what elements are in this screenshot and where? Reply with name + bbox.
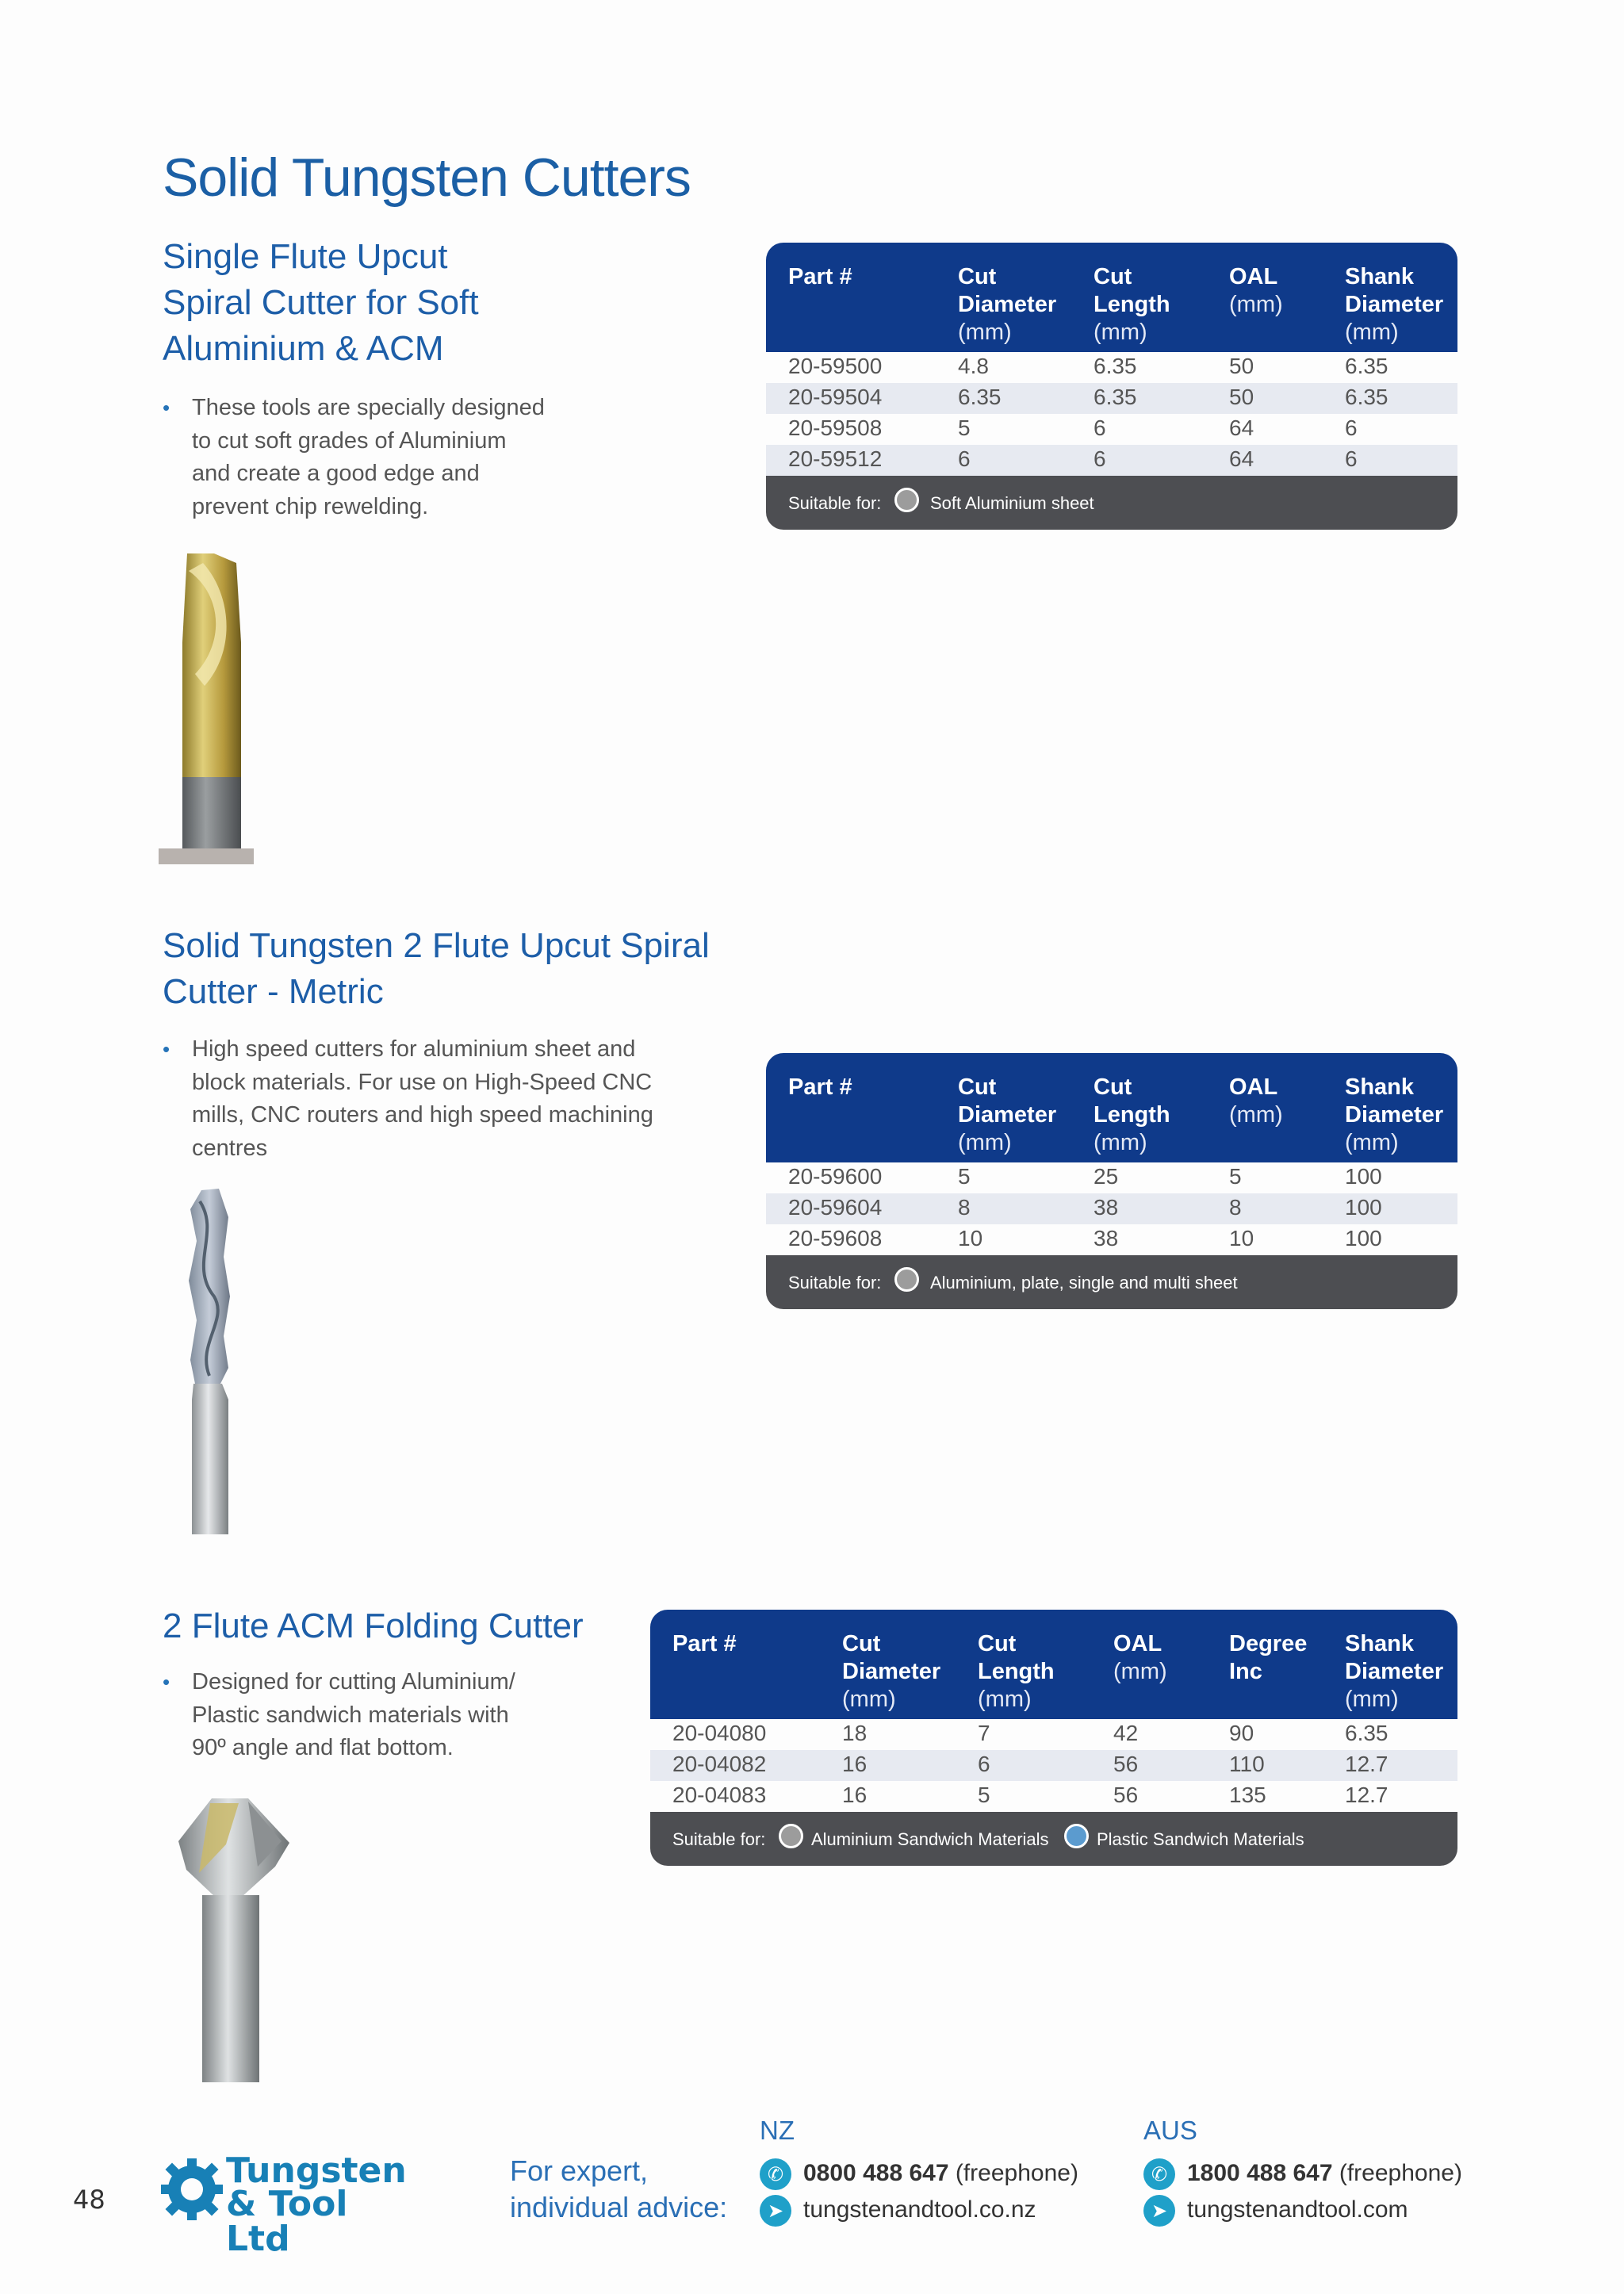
- region-label-aus: AUS: [1143, 2116, 1197, 2145]
- table-row: 20-04082 16 6 56 110 12.7: [650, 1750, 1457, 1781]
- phone-icon: ✆: [1143, 2158, 1175, 2190]
- aus-website-link[interactable]: tungstenandtool.com: [1187, 2196, 1408, 2223]
- logo-gear-icon: [161, 2158, 223, 2220]
- two-flute-spiral-cutter-image: [173, 1185, 252, 1542]
- material-swatch-icon: [779, 1824, 803, 1848]
- table-row: 20-59604 8 38 8 100: [766, 1193, 1457, 1224]
- spec-table-acm-folding: [650, 1610, 1457, 1866]
- suitable-for-bar: Suitable for: Soft Aluminium sheet: [766, 476, 1457, 530]
- table-header: Part # Cut Diameter (mm) Cut Length (mm) OAL (mm) Shank Diameter (mm): [766, 1053, 1457, 1162]
- material-swatch-icon: [894, 488, 919, 512]
- acm-folding-cutter-image: [163, 1794, 297, 2087]
- table-row: 20-59600 5 25 5 100: [788, 1164, 1382, 1189]
- page-title: Solid Tungsten Cutters: [163, 147, 691, 208]
- company-logo: Tungsten & Tool Ltd: [161, 2157, 423, 2220]
- table-header: Part # Cut Diameter (mm) Cut Length (mm) OAL (mm) Degree Inc Shank Diameter (mm): [650, 1610, 1457, 1719]
- spec-table-2-flute-upcut: [766, 1053, 1457, 1309]
- advice-text: For expert, individual advice:: [510, 2154, 728, 2223]
- table-row: 20-59500 4.8 6.35 50 6.35: [788, 354, 1388, 378]
- table-row: 20-59504 6.35 6.35 50 6.35: [766, 383, 1457, 414]
- table-header: Part # Cut Diameter (mm) Cut Length (mm) OAL (mm) Shank Diameter (mm): [766, 243, 1457, 352]
- phone-icon: ✆: [760, 2158, 791, 2190]
- section-description: • These tools are specially designed to cut soft grades of Aluminium and create a good edge and prevent chip rewelding.: [163, 395, 545, 519]
- send-icon: ➤: [760, 2195, 791, 2227]
- region-label-nz: NZ: [760, 2116, 795, 2145]
- suitable-for-bar: Suitable for: Aluminium, plate, single and multi sheet: [766, 1255, 1457, 1309]
- section-description: • High speed cutters for aluminium sheet and block materials. For use on High-Speed CNC mills, CNC routers and high speed machining centres: [163, 1036, 653, 1161]
- material-swatch-icon: [1064, 1824, 1089, 1848]
- page-number: 48: [73, 2185, 105, 2215]
- send-icon: ➤: [1143, 2195, 1175, 2227]
- table-row: 20-59512 6 6 64 6: [766, 445, 1457, 476]
- suitable-for-bar: Suitable for: Aluminium Sandwich Materials Plastic Sandwich Materials: [650, 1812, 1457, 1866]
- nz-website-link[interactable]: tungstenandtool.co.nz: [803, 2196, 1036, 2223]
- table-row: 20-59508 5 6 64 6: [788, 416, 1358, 440]
- table-row: 20-59608 10 38 10 100: [788, 1226, 1382, 1250]
- material-swatch-icon: [894, 1267, 919, 1292]
- section-title-single-flute: Single Flute Upcut Spiral Cutter for Soft Aluminium & ACM: [163, 237, 479, 368]
- table-row: 20-04083 16 5 56 135 12.7: [672, 1783, 1388, 1807]
- table-row: 20-04080 18 7 42 90 6.35: [672, 1721, 1388, 1745]
- single-flute-cutter-image: [159, 547, 262, 864]
- section-title-2-flute-upcut: Solid Tungsten 2 Flute Upcut Spiral Cutter - Metric: [163, 926, 710, 1011]
- spec-table-single-flute: [766, 243, 1457, 530]
- section-title-acm-folding: 2 Flute ACM Folding Cutter: [163, 1607, 584, 1645]
- aus-phone[interactable]: 1800 488 647 (freephone): [1187, 2160, 1462, 2186]
- section-description: • Designed for cutting Aluminium/ Plastic sandwich materials with 90º angle and flat bottom.: [163, 1669, 515, 1760]
- nz-phone[interactable]: 0800 488 647 (freephone): [803, 2160, 1078, 2186]
